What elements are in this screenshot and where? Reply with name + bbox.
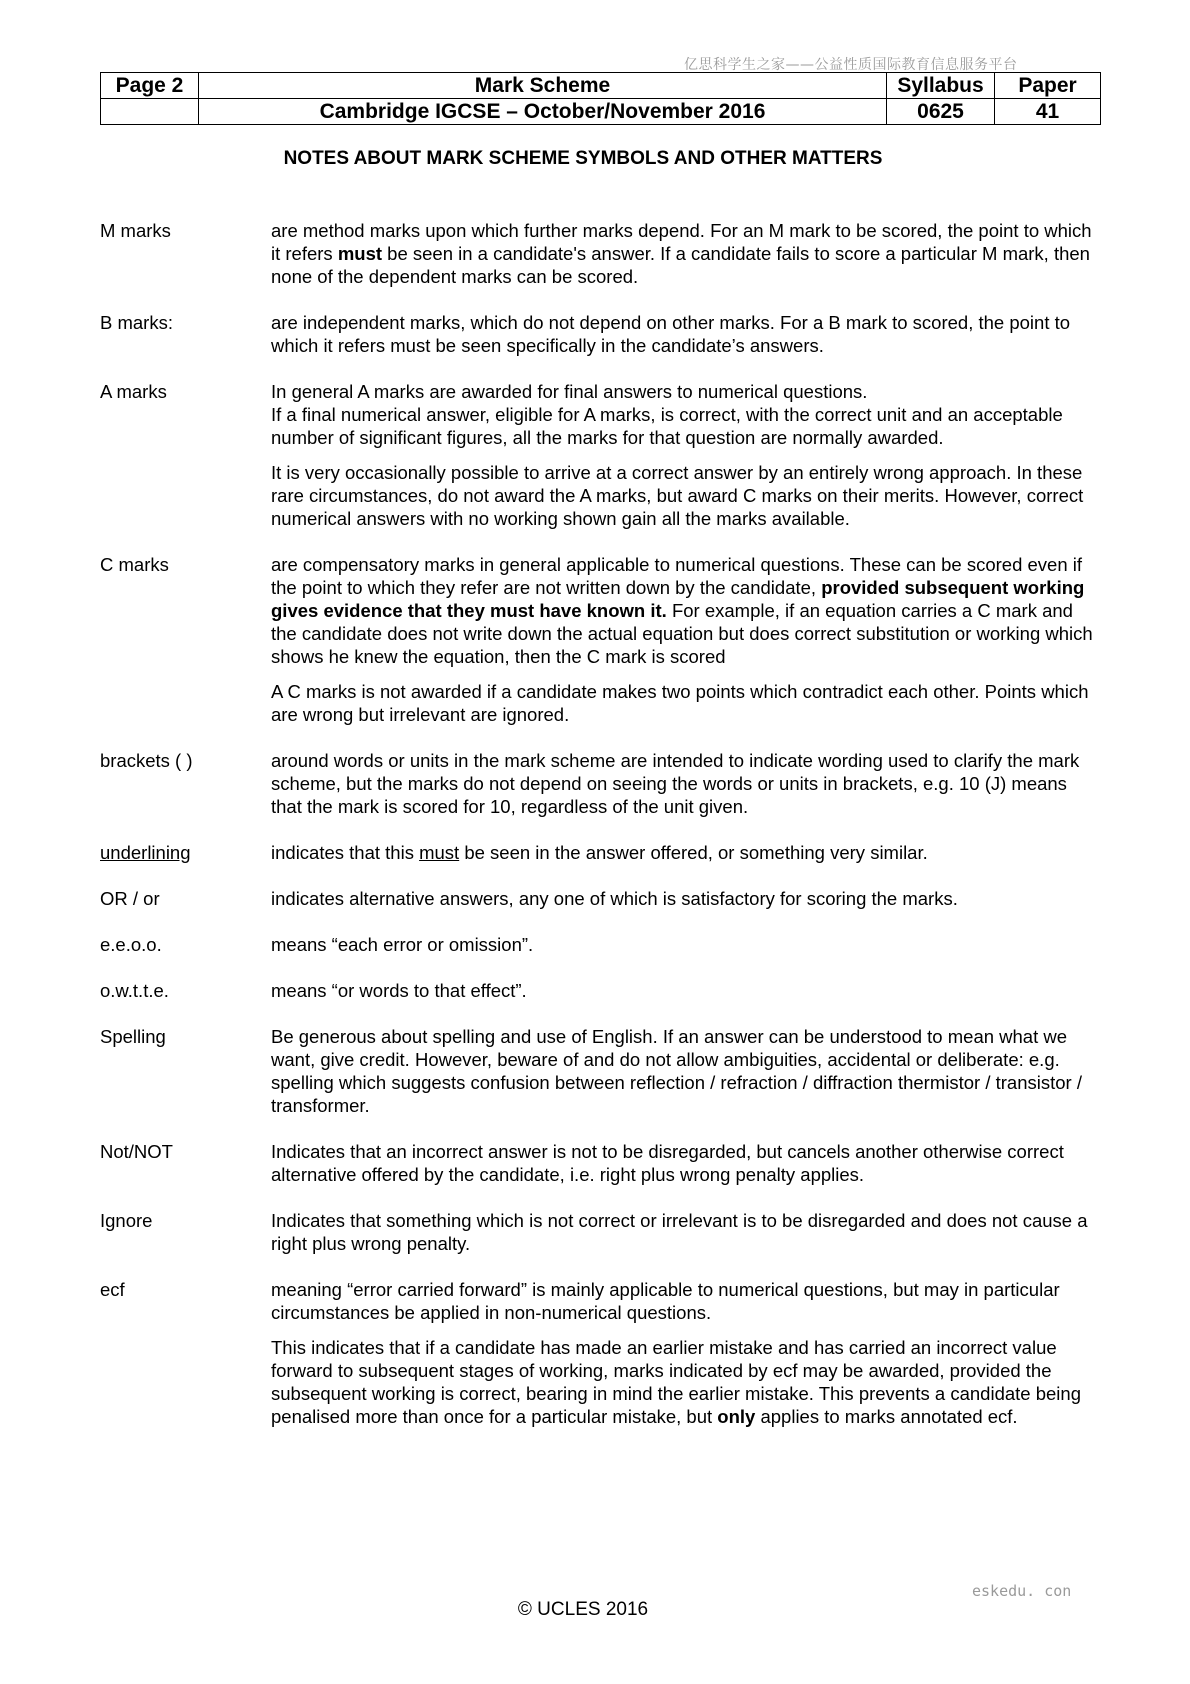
description [271,311,1100,357]
entry-b-marks [100,311,1100,357]
term: brackets ( ) [100,750,193,771]
empty-cell [101,99,199,125]
watermark-bottom: eskedu. con [972,1582,1072,1600]
paragraph: In general A marks are awarded for final answers to numerical questions. [271,381,868,402]
syllabus-label: Syllabus [887,73,995,99]
description [271,219,1100,288]
paper-number: 41 [995,99,1101,125]
paragraph: meaning “error carried forward” is mainly applicable to numerical questions, but may in particular circumstances be applied in non-numerical questions. [271,1279,1060,1323]
text: For example, if an equation carries a C mark and the candidate does not write down the actual equation but does correct substitution or working which shows he knew the equation, then the C mark is scored [271,600,1093,667]
description [271,553,1100,726]
term: M marks [100,220,171,241]
term: C marks [100,554,169,575]
term: o.w.t.t.e. [100,980,169,1001]
description [271,1209,1100,1255]
paragraph: means “each error or omission”. [271,934,534,955]
entry-ecf [100,1278,1100,1428]
header-title: Mark Scheme [199,73,887,99]
term: e.e.o.o. [100,934,162,955]
description [271,887,1100,910]
term: Ignore [100,1210,153,1231]
description [271,1278,1100,1428]
description [271,1025,1100,1117]
description [271,749,1100,818]
paragraph: indicates alternative answers, any one of which is satisfactory for scoring the marks. [271,888,958,909]
header-subtitle: Cambridge IGCSE – October/November 2016 [199,99,887,125]
text: be seen in a candidate's answer. If a candidate fails to score a particular M mark, then none of the dependent marks can be scored. [271,243,1090,287]
bold-text: must [337,243,383,264]
text: indicates that this [271,842,420,863]
text: be seen in the answer offered, or something very similar. [459,842,928,863]
term: A marks [100,381,167,402]
term: B marks: [100,312,173,333]
entry-m-marks [100,219,1100,288]
term: Spelling [100,1026,166,1047]
text: applies to marks annotated ecf. [755,1406,1018,1427]
notes-list [100,219,1100,1451]
paragraph: A C marks is not awarded if a candidate makes two points which contradict each other. Points which are wrong but irrelevant are ignored. [271,681,1089,725]
syllabus-code: 0625 [887,99,995,125]
description [271,841,1100,864]
paragraph: It is very occasionally possible to arrive at a correct answer by an entirely wrong approach. In these rare circumstances, do not award the A marks, but award C marks on their merits. However, correct numerical answers with no working shown gain all the marks available. [271,462,1084,529]
paragraph: means “or words to that effect”. [271,980,527,1001]
term: ecf [100,1279,125,1300]
paragraph: Be generous about spelling and use of English. If an answer can be understood to mean what we want, give credit. However, beware of and do not allow ambiguities, accidental or deliberate: e.g. spelling which suggests confusion between reflection / refraction / diffraction thermistor / transistor / transformer. [271,1026,1082,1116]
entry-brackets [100,749,1100,818]
term: Not/NOT [100,1141,173,1162]
underlined-text: must [419,842,460,863]
entry-spelling [100,1025,1100,1117]
paragraph: Indicates that something which is not correct or irrelevant is to be disregarded and does not cause a right plus wrong penalty. [271,1210,1088,1254]
header-table [100,72,1101,125]
entry-ignore [100,1209,1100,1255]
entry-or [100,887,1100,910]
term: OR / or [100,888,160,909]
notes-title: NOTES ABOUT MARK SCHEME SYMBOLS AND OTHER MATTERS [283,148,883,169]
entry-c-marks [100,553,1100,726]
paragraph: are independent marks, which do not depend on other marks. For a B mark to scored, the point to which it refers must be seen specifically in the candidate’s answers. [271,312,1071,356]
page-number: Page 2 [101,73,199,99]
description [271,380,1100,530]
paragraph: If a final numerical answer, eligible for A marks, is correct, with the correct unit and an acceptable number of significant figures, all the marks for that question are normally awarded. [271,404,1063,448]
paragraph: around words or units in the mark scheme are intended to indicate wording used to clarify the mark scheme, but the marks do not depend on seeing the words or units in brackets, e.g. 10 (J) means that the mark is scored for 10, regardless of the unit given. [271,750,1080,817]
text: are compensatory marks in general applicable to numerical questions. These can be scored even if the point to which they refer are not written down by the candidate, [271,554,1083,598]
paper-label: Paper [995,73,1101,99]
bold-text: only [717,1406,756,1427]
entry-not [100,1140,1100,1186]
text: are method marks upon which further marks depend. For an M mark to be scored, the point to which it refers [271,220,1092,264]
description [271,933,1100,956]
watermark-top: 亿思科学生之家——公益性质国际教育信息服务平台 [684,57,1018,73]
description [271,979,1100,1002]
term: underlining [100,842,191,863]
entry-underlining [100,841,1100,864]
footer-copyright: © UCLES 2016 [517,1599,649,1620]
paragraph: Indicates that an incorrect answer is not to be disregarded, but cancels another otherwise correct alternative offered by the candidate, i.e. right plus wrong penalty applies. [271,1141,1064,1185]
bold-text: provided subsequent working gives evidence that they must have known it. [271,577,1085,621]
text: This indicates that if a candidate has made an earlier mistake and has carried an incorrect value forward to subsequent stages of working, marks indicated by ecf may be awarded, provided the subsequent working is correct, bearing in mind the earlier mistake. This prevents a candidate being penalised more than once for a particular mistake, but [271,1337,1081,1427]
entry-owtte [100,979,1100,1002]
description [271,1140,1100,1186]
entry-eeoo [100,933,1100,956]
entry-a-marks [100,380,1100,530]
